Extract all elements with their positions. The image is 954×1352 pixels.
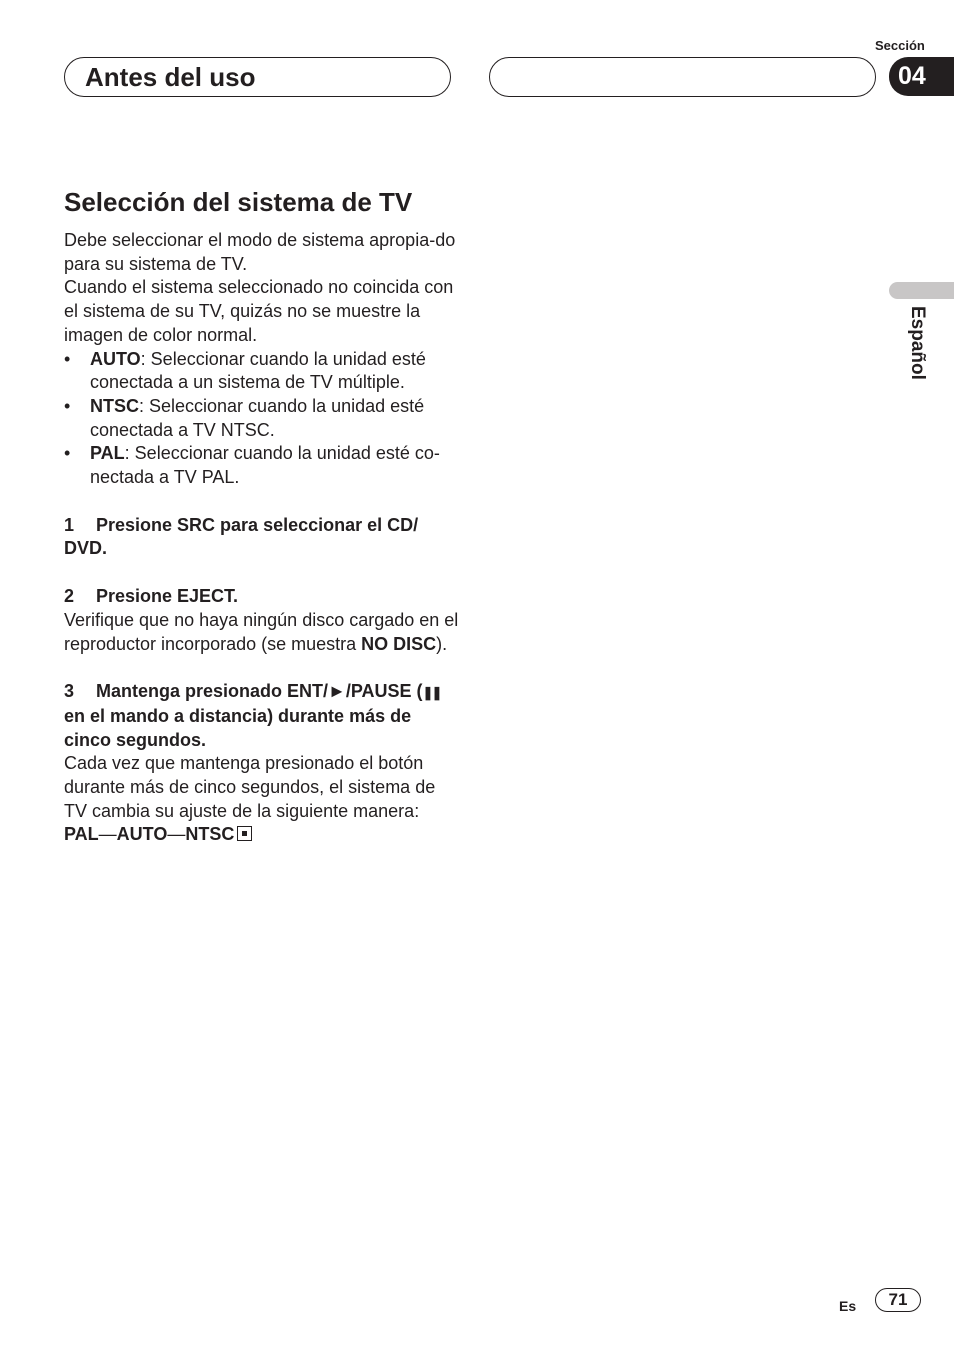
tv-system-sequence xyxy=(64,823,459,847)
section-number-tab: 04 xyxy=(889,57,954,96)
step-2-body xyxy=(64,609,459,656)
option-desc: : Seleccionar cuando la unidad esté co-nectada a TV PAL. xyxy=(90,443,440,488)
option-term: PAL xyxy=(90,443,125,464)
page-number: 71 xyxy=(875,1288,921,1312)
seq-auto: AUTO xyxy=(116,824,168,845)
intro-paragraph-1: Debe seleccionar el modo de sistema apropia-do para su sistema de TV. xyxy=(64,230,456,274)
option-auto xyxy=(64,348,459,395)
step-number: 2 xyxy=(64,586,75,607)
pause-icon: ❚❚ xyxy=(422,685,441,701)
option-term: AUTO xyxy=(90,348,141,369)
step-text-pre: Mantenga presionado ENT/ xyxy=(96,681,329,702)
footer-language-code: Es xyxy=(839,1298,857,1314)
option-desc: : Seleccionar cuando la unidad esté conectada a TV NTSC. xyxy=(90,395,425,440)
seq-pal: PAL xyxy=(64,824,99,845)
step-1 xyxy=(64,514,459,561)
step-text-post: en el mando a distancia) durante más de cinco segundos. xyxy=(64,705,412,750)
end-of-section-icon xyxy=(237,826,252,841)
step-text-mid: /PAUSE ( xyxy=(345,681,423,702)
header-title-box xyxy=(64,57,451,97)
step-text: Presione SRC para seleccionar el CD/ DVD. xyxy=(64,514,419,559)
step-3 xyxy=(64,680,459,752)
seq-dash: — xyxy=(98,824,117,845)
play-icon: ► xyxy=(328,681,346,702)
tv-system-options xyxy=(64,348,459,490)
main-content xyxy=(64,185,459,847)
seq-ntsc: NTSC xyxy=(185,824,235,845)
header-blank-box xyxy=(489,57,876,97)
step-2 xyxy=(64,585,459,609)
step-number: 1 xyxy=(64,514,75,535)
option-pal xyxy=(64,442,459,489)
step-2-body-post: ). xyxy=(436,633,448,654)
language-tab-marker xyxy=(889,282,954,299)
step-3-body: Cada vez que mantenga presionado el botón durante más de cinco segundos, el sistema de TV cambia su ajuste de la siguiente manera: xyxy=(64,753,436,821)
section-heading: Selección del sistema de TV xyxy=(64,187,413,217)
intro-paragraph-2: Cuando el sistema seleccionado no coincida con el sistema de su TV, quizás no se muestre la imagen de color normal. xyxy=(64,277,454,345)
header-title: Antes del uso xyxy=(85,62,256,92)
language-label: Español xyxy=(907,306,928,380)
section-label: Sección xyxy=(875,38,925,53)
step-2-body-pre: Verifique que no haya ningún disco cargado en el reproductor incorporado (se muestra xyxy=(64,609,459,654)
option-ntsc xyxy=(64,395,459,442)
step-text: Presione EJECT. xyxy=(96,586,239,607)
seq-dash: — xyxy=(167,824,186,845)
display-message: NO DISC xyxy=(361,633,437,654)
step-number: 3 xyxy=(64,681,75,702)
option-desc: : Seleccionar cuando la unidad esté conectada a un sistema de TV múltiple. xyxy=(90,348,426,393)
option-term: NTSC xyxy=(90,395,139,416)
